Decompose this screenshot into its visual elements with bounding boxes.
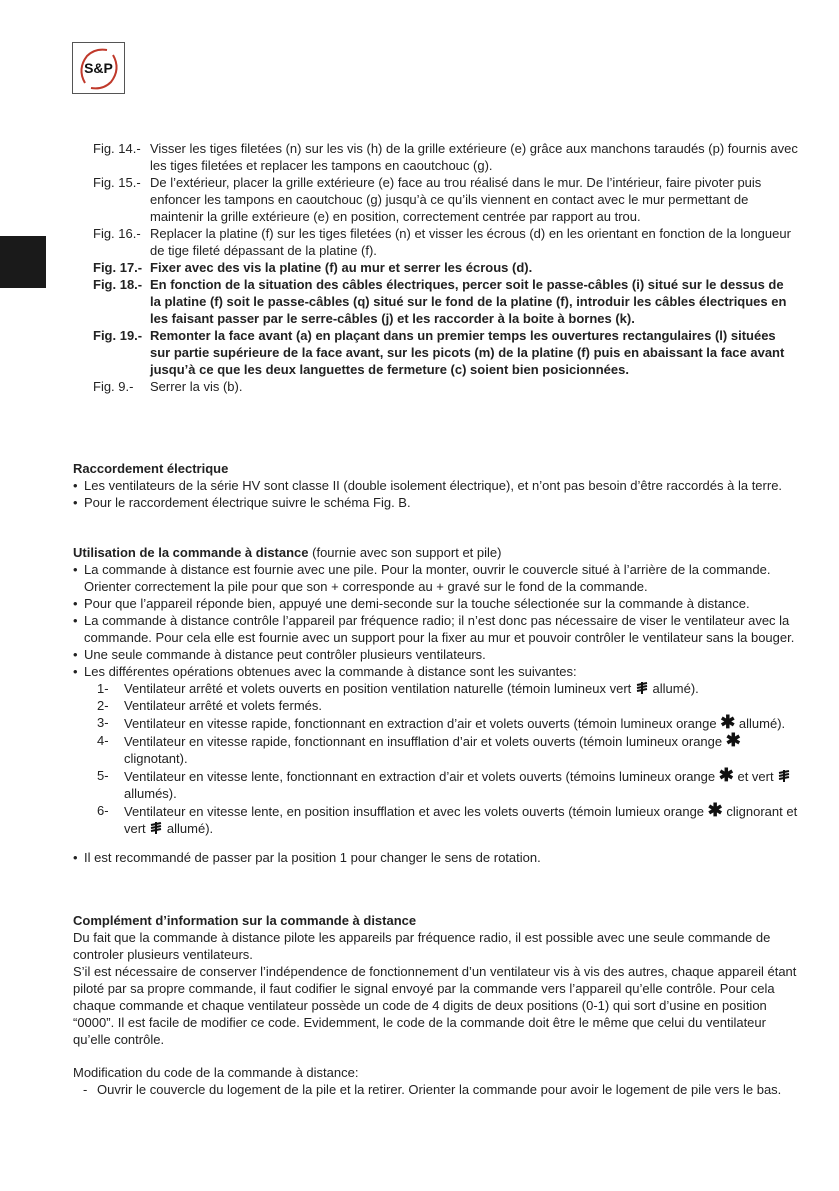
list-item: • Les différentes opérations obtenues avec la commande à distance sont les suivantes:: [73, 663, 801, 680]
list-item: • Les ventilateurs de la série HV sont classe II (double isolement électrique), et n’ont pas besoin d’être raccordés à la terre.: [73, 477, 801, 494]
green-led-icon: [635, 681, 649, 695]
op-text-part: Ventilateur en vitesse lente, en position insufflation et avec les volets ouverts (témoin lumieux orange: [124, 804, 705, 819]
heading-note: (fournie avec son support et pile): [312, 545, 502, 560]
fig-text: Visser les tiges filetées (n) sur les vis (h) de la grille extérieure (e) grâce aux manchons taraudés (p) fournis avec les tiges filetées et replacer les tampons en caoutchouc (g).: [150, 141, 798, 173]
op-number: 1-: [97, 681, 109, 696]
fig-number: Fig. 19.-: [93, 328, 143, 343]
orange-led-icon: ✱: [718, 765, 734, 785]
list-item: • La commande à distance est fournie avec une pile. Pour la monter, ouvrir le couvercle situé à l’arrière de la commande. Orienter correctement la pile pour que son + corresponde au + gravé sur le fond de la commande.: [73, 561, 801, 595]
list-item: • Une seule commande à distance peut contrôler plusieurs ventilateurs.: [73, 646, 801, 663]
operation-item: [97, 802, 801, 837]
op-text-part: Ventilateur en vitesse lente, fonctionnant en extraction d’air et volets ouverts (témoins lumineux orange: [124, 769, 716, 784]
list-item: • Il est recommandé de passer par la position 1 pour changer le sens de rotation.: [73, 849, 801, 866]
orange-led-icon: ✱: [707, 800, 723, 820]
section-side-tab: [0, 236, 46, 288]
fig-9: [93, 378, 798, 395]
section-raccordement: [73, 460, 801, 511]
section-heading: Modification du code de la commande à distance:: [73, 1065, 359, 1080]
dash-marker: -: [83, 1082, 88, 1097]
op-text-part: allumé).: [166, 821, 214, 836]
paragraph: S’il est nécessaire de conserver l’indépendence de fonctionnement d’un ventilateur vis à vis des autres, chaque appareil étant piloté par sa propre commande, il faut codifier le signal envoyé par la commande vers l’appareil qu’elle contrôle. Pour cela chaque commande et chaque ventilateur possède un code de 4 digits de deux positions (0-1) qui sort d’usine en position “0000”. Il est facile de modifier ce code. Evidemment, le code de la commande doit être le même que celui du ventilateur qu’elle contrôle.: [73, 964, 797, 1047]
list-item: • Pour que l’appareil réponde bien, appuyé une demi-seconde sur la touche sélectionée sur la commande à distance.: [73, 595, 801, 612]
fig-16: [93, 225, 798, 259]
operation-item: [97, 767, 801, 802]
op-number: 2-: [97, 698, 109, 713]
op-number: 3-: [97, 715, 109, 730]
fig-text: Serrer la vis (b).: [150, 379, 243, 394]
fig-text: Remonter la face avant (a) en plaçant dans un premier temps les ouvertures rectangulaires (l) situées sur partie supérieure de la face avant, sur les picots (m) de la platine (f) puis en abaissant la face avant jusqu’à ce que les deux languettes de fermeture (c) soient bien posicionnées.: [150, 328, 785, 377]
operation-item: [97, 680, 801, 697]
figure-instructions: [93, 140, 798, 395]
fig-number: Fig. 9.-: [93, 379, 134, 394]
op-text-part: clignorant et vert: [124, 804, 798, 836]
fig-19: [93, 327, 798, 378]
fig-17: [93, 259, 798, 276]
op-text-part: allumé).: [738, 716, 786, 731]
section-heading: Utilisation de la commande à distance: [73, 545, 309, 560]
op-text-part: et vert: [737, 769, 774, 784]
op-text: Ventilateur arrêté et volets fermés.: [124, 698, 322, 713]
op-text: [124, 680, 801, 697]
op-text-part: Ventilateur en vitesse rapide, fonctionnant en insufflation d’air et volets ouverts (témoin lumineux orange: [124, 734, 723, 749]
op-number: 5-: [97, 768, 109, 783]
list-item-text: Ouvrir le couvercle du logement de la pile et la retirer. Orienter la commande pour avoir le logement de pile vers le bas.: [97, 1082, 782, 1097]
op-text: [124, 732, 801, 767]
list-item: • La commande à distance contrôle l’appareil par fréquence radio; il n’est donc pas nécessaire de viser le ventilateur avec la commande. Pour cela elle est fournie avec un support pour la fixer au mur et pouvoir contrôler le ventilateur sans la bouger.: [73, 612, 801, 646]
fig-number: Fig. 18.-: [93, 277, 143, 292]
op-text-part: allumé).: [652, 681, 699, 696]
op-text-part: Ventilateur arrêté et volets ouverts en position ventilation naturelle (témoin lumineux vert: [124, 681, 632, 696]
section-heading-line: [73, 544, 801, 561]
fig-number: Fig. 14.-: [93, 141, 141, 156]
orange-led-icon: ✱: [720, 712, 736, 732]
section-heading: Raccordement électrique: [73, 461, 229, 476]
operation-item: [97, 714, 801, 732]
fig-text: Fixer avec des vis la platine (f) au mur et serrer les écrous (d).: [150, 260, 533, 275]
sp-logo: [72, 42, 125, 94]
op-number: 4-: [97, 733, 109, 748]
logo-text: S&P: [84, 59, 113, 76]
op-text: [124, 767, 801, 802]
green-led-icon: [777, 769, 791, 783]
fig-number: Fig. 15.-: [93, 175, 141, 190]
fig-number: Fig. 16.-: [93, 226, 141, 241]
orange-led-icon: ✱: [725, 730, 741, 750]
list-item: [73, 1081, 801, 1098]
op-text: [124, 802, 801, 837]
operation-item: [97, 732, 801, 767]
green-led-icon: [149, 821, 163, 835]
op-text-part: clignotant).: [124, 751, 188, 766]
section-utilisation: [73, 544, 801, 866]
operation-item: [97, 697, 801, 714]
list-item: • Pour le raccordement électrique suivre le schéma Fig. B.: [73, 494, 801, 511]
fig-text: De l’extérieur, placer la grille extérieure (e) face au trou réalisé dans le mur. De l’intérieur, faire pivoter puis enfoncer les tampons en caoutchouc (g) jusqu’à ce qu’ils viennent en contact avec le mur permettant de maintenir la grille extérieure (e) en position, correctement centrée par rapport au trou.: [150, 175, 762, 224]
fig-text: Replacer la platine (f) sur les tiges filetées (n) et visser les écrous (d) en les orientant en fonction de la longueur de tige fileté dépassant de la platine (f).: [150, 226, 791, 258]
fig-15: [93, 174, 798, 225]
op-number: 6-: [97, 803, 109, 818]
fig-18: [93, 276, 798, 327]
op-text: [124, 714, 801, 732]
fig-number: Fig. 17.-: [93, 260, 143, 275]
section-complement: [73, 912, 801, 1048]
op-text-part: allumés).: [124, 786, 177, 801]
op-text-part: Ventilateur en vitesse rapide, fonctionnant en extraction d’air et volets ouverts (témoin lumineux orange: [124, 716, 717, 731]
section-heading: Complément d’information sur la commande à distance: [73, 913, 417, 928]
fig-text: En fonction de la situation des câbles électriques, percer soit le passe-câbles (i) situé sur le dessus de la platine (f) soit le passe-câbles (q) situé sur le fond de la platine (f), introduir les câbles électriques en les faisant passer par le serre-câbles (j) et les raccorder à la boite à bornes (k).: [150, 277, 787, 326]
operations-list: [73, 680, 801, 837]
fig-14: [93, 140, 798, 174]
section-modification: [73, 1064, 801, 1098]
paragraph: Du fait que la commande à distance pilote les appareils par fréquence radio, il est possible avec une seule commande de controler plusieurs ventilateurs.: [73, 930, 771, 962]
